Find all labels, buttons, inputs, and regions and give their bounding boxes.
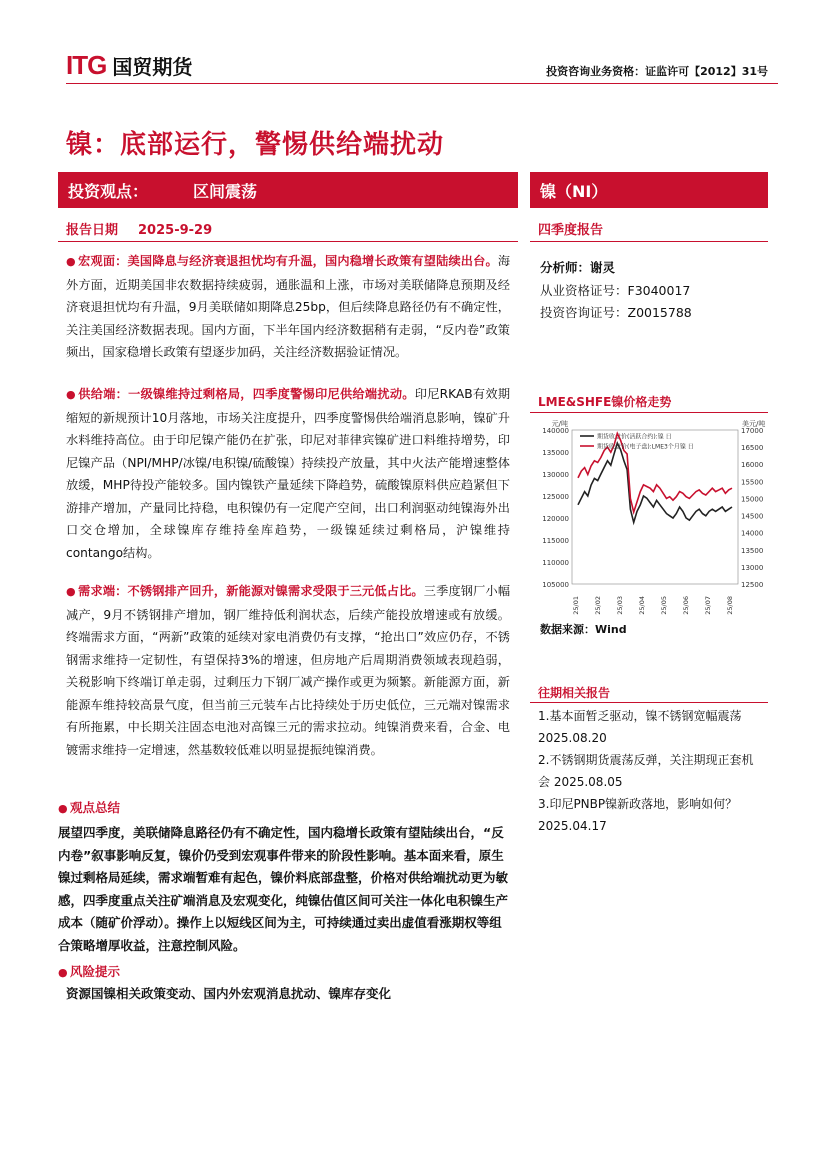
bullet-icon: ● bbox=[58, 966, 68, 979]
supply-section bbox=[66, 383, 510, 564]
view-label: 投资观点： bbox=[68, 181, 149, 201]
bullet-icon: ● bbox=[66, 585, 76, 598]
date-divider bbox=[58, 241, 518, 242]
demand-heading: 需求端：不锈钢排产回升，新能源对镍需求受限于三元低占比。 bbox=[78, 584, 424, 598]
left-axis-label: 元/吨 bbox=[551, 420, 568, 428]
left-tick-label: 135000 bbox=[542, 449, 569, 457]
report-date-label: 报告日期 bbox=[66, 223, 119, 238]
right-axis-label: 美元/吨 bbox=[742, 420, 766, 428]
summary-body: 展望四季度，美联储降息路径仍有不确定性，国内稳增长政策有望陆续出台，“反内卷”叙事影响反复，镍价仍受到宏观事件带来的阶段性影响。基本面来看，原生镍过剩格局延续，需求端暂难有起色，镍价料底部盘整，价格对供给端扰动更为敏感，四季度重点关注矿端消息及宏观变化，纯镍估值区间可关注一体化电积镍生产成本（随矿价浮动）。操作上以短线区间为主，可持续通过卖出虚值看涨期权等组合策略增厚收益，注意控制风险。 bbox=[58, 825, 509, 953]
related-item[interactable]: 3.印尼PNBP镍新政落地，影响如何？2025.04.17 bbox=[538, 797, 738, 833]
x-tick-label: 25/01 bbox=[572, 596, 580, 615]
macro-heading: 宏观面：美国降息与经济衰退担忧均有升温，国内稳增长政策有望陆续出台。 bbox=[78, 254, 498, 268]
right-tick-label: 15000 bbox=[741, 495, 764, 504]
right-tick-label: 16000 bbox=[741, 461, 764, 470]
logo-cn: 国贸期货 bbox=[112, 54, 193, 79]
right-tick-label: 13000 bbox=[741, 563, 764, 572]
supply-body: 印尼RKAB有效期缩短的新规预计10月落地，市场关注度提升，四季度警惕供给端消息影响，镍矿升水料维持高位。由于印尼镍产能仍在扩张，印尼对菲律宾镍矿进口料维持增势，印尼镍产品（NPI/MHP/冰镍/电积镍/硫酸镍）持续投产放量，其中火法产能增速整体放缓，MHP待投产能较多。国内镍铁产量延续下降趋势，硫酸镍原料供应趋紧但下游排产增加，产量同比持稳，电积镍仍有一定爬产空间，出口利润驱动纯镍海外出口交仓增加，全球镍库存维持垒库趋势，一级镍延续过剩格局，沪镍维持contango结构。 bbox=[66, 387, 511, 560]
logo-itg: ITG bbox=[66, 49, 107, 80]
left-tick-label: 130000 bbox=[542, 471, 569, 479]
plot-frame bbox=[572, 430, 738, 584]
related-divider bbox=[530, 702, 768, 703]
supply-heading: 供给端：一级镍维持过剩格局，四季度警惕印尼供给端扰动。 bbox=[78, 387, 415, 401]
left-tick-label: 140000 bbox=[542, 427, 569, 435]
analyst-name: 分析师：谢灵 bbox=[540, 260, 616, 275]
risk-body: 资源国镍相关政策变动、国内外宏观消息扰动、镍库存变化 bbox=[66, 986, 392, 1001]
related-title: 往期相关报告 bbox=[538, 686, 611, 700]
left-tick-label: 115000 bbox=[542, 537, 569, 545]
right-tick-label: 16500 bbox=[741, 444, 764, 453]
nickel-price-chart bbox=[530, 416, 770, 616]
left-tick-label: 110000 bbox=[542, 559, 569, 567]
x-tick-label: 25/08 bbox=[726, 596, 734, 615]
analyst-info bbox=[540, 257, 692, 325]
x-tick-label: 25/03 bbox=[616, 596, 624, 615]
company-logo bbox=[66, 49, 193, 80]
related-item[interactable]: 2.不锈钢期货震荡反弹，关注期现正套机会 2025.08.05 bbox=[538, 753, 754, 789]
bullet-icon: ● bbox=[66, 255, 76, 268]
macro-section bbox=[66, 250, 510, 364]
summary-heading: 观点总结 bbox=[70, 800, 121, 815]
left-tick-label: 120000 bbox=[542, 515, 569, 523]
report-date-value: 2025-9-29 bbox=[138, 223, 213, 238]
license-text: 投资咨询业务资格：证监许可【2012】31号 bbox=[546, 65, 768, 78]
right-tick-label: 14500 bbox=[741, 512, 764, 521]
left-tick-label: 125000 bbox=[542, 493, 569, 501]
chart-source: 数据来源：Wind bbox=[540, 623, 627, 636]
analyst-cert: 从业资格证号：F3040017 bbox=[540, 282, 691, 298]
related-list bbox=[538, 705, 760, 837]
demand-body: 三季度钢厂小幅减产，9月不锈钢排产增加，钢厂维持低利润状态，后续产能投放增速或有放缓。终端需求方面，“两新”政策的延续对家电消费仍有支撑，“抢出口”效应仍存，不锈钢需求维持一定韧性，有望保持3%的增速，但房地产后周期消费领域表现趋弱，关税影响下终端订单走弱，过剩压力下钢厂减产操作或更为频繁。新能源方面，新能源车维持较高景气度，但当前三元装车占比持续处于历史低位，三元端对镍需求有所拖累，中长期关注固态电池对高镍三元的需求拉动。纯镍消费来看，合金、电镀需求维持一定增速，然基数较低难以明显提振纯镍消费。 bbox=[66, 584, 511, 757]
right-tick-label: 13500 bbox=[741, 546, 764, 555]
left-tick-label: 105000 bbox=[542, 581, 569, 589]
risk-heading-row bbox=[58, 962, 120, 980]
analyst-consult: 投资咨询证号：Z0015788 bbox=[540, 305, 692, 320]
chart-divider bbox=[530, 412, 768, 413]
legend-label: 期货收盘价(活跃合约):镍 日 bbox=[597, 433, 672, 441]
commodity-bar: 镍（NI） bbox=[530, 172, 768, 208]
right-tick-label: 14000 bbox=[741, 529, 764, 538]
right-tick-label: 12500 bbox=[741, 581, 764, 589]
x-tick-label: 25/02 bbox=[594, 596, 602, 615]
x-tick-label: 25/06 bbox=[682, 596, 690, 615]
x-tick-label: 25/04 bbox=[638, 596, 646, 615]
series-line-1 bbox=[578, 443, 732, 522]
season-label: 四季度报告 bbox=[538, 223, 604, 238]
right-tick-label: 17000 bbox=[741, 427, 764, 435]
x-tick-label: 25/07 bbox=[704, 596, 712, 615]
x-tick-label: 25/05 bbox=[660, 596, 668, 615]
macro-body: 海外方面，近期美国非农数据持续疲弱，通胀温和上涨，市场对美联储降息预期及经济衰退担忧均有升温，9月美联储如期降息25bp，但后续降息路径仍有不确定性，关注美国经济数据表现。国内方面，下半年国内经济数据稍有走弱，“反内卷”政策频出，国家稳增长政策有望逐步加码，关注经济数据验证情况。 bbox=[66, 254, 510, 359]
view-bar bbox=[58, 172, 518, 208]
report-title: 镍：底部运行，警惕供给端扰动 bbox=[66, 130, 445, 160]
bullet-icon: ● bbox=[66, 388, 76, 401]
view-value: 区间震荡 bbox=[193, 181, 258, 201]
report-date bbox=[66, 219, 212, 238]
demand-section bbox=[66, 580, 510, 761]
season-divider bbox=[530, 241, 768, 242]
header-divider bbox=[66, 83, 778, 84]
related-item[interactable]: 1.基本面暂乏驱动，镍不锈钢宽幅震荡 2025.08.20 bbox=[538, 709, 742, 745]
legend-label: 期货收盘价(电子盘):LME3个月镍 日 bbox=[597, 443, 694, 451]
right-tick-label: 15500 bbox=[741, 478, 764, 487]
chart-title: LME&SHFE镍价格走势 bbox=[538, 395, 672, 409]
bullet-icon: ● bbox=[58, 802, 68, 815]
summary-heading-row bbox=[58, 798, 120, 816]
risk-heading: 风险提示 bbox=[70, 964, 121, 979]
